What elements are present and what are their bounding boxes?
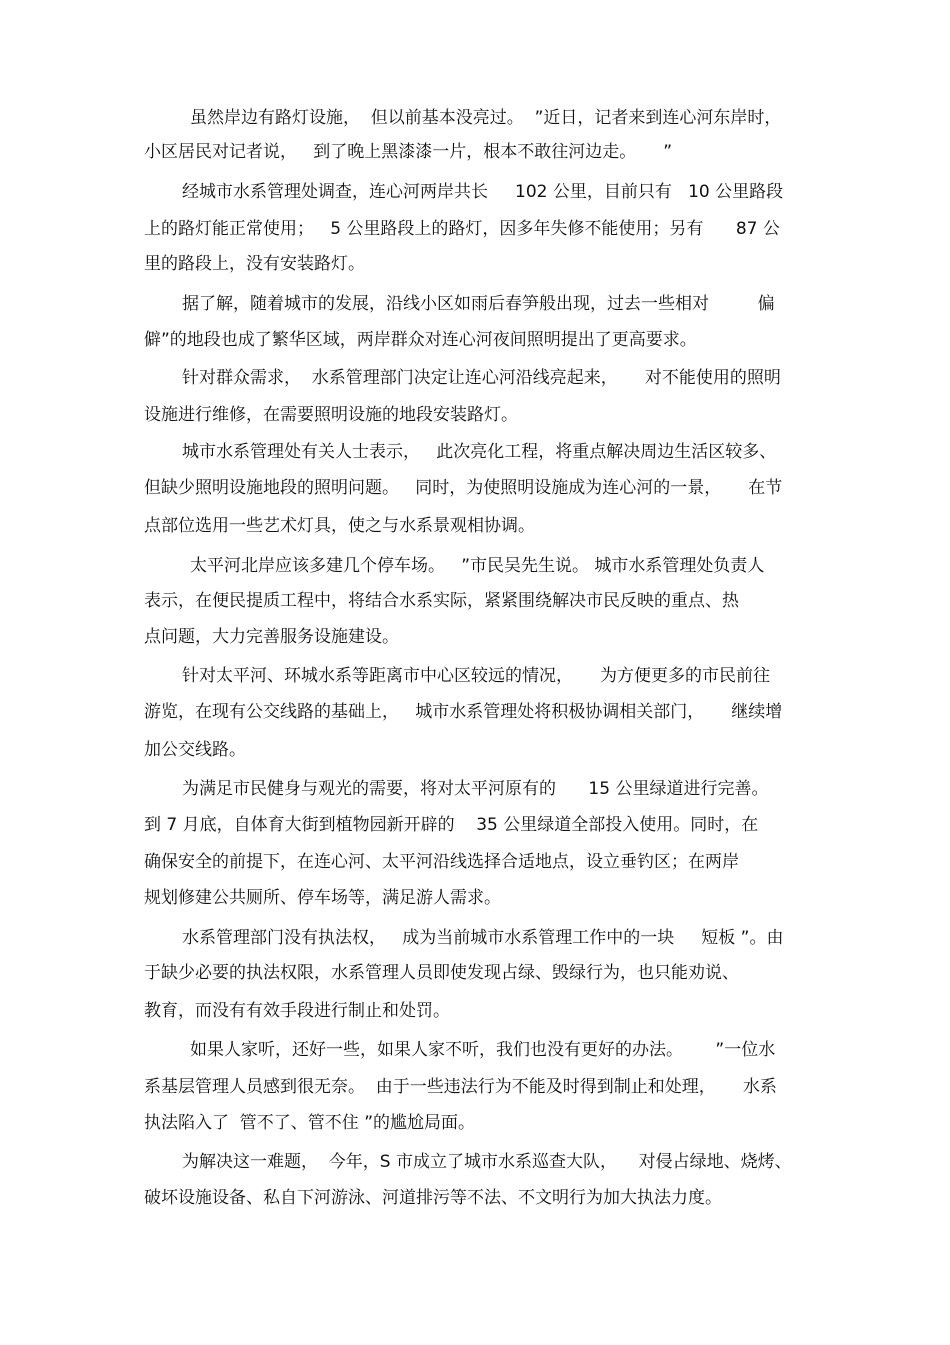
paragraph-line: 点部位选用一些艺术灯具，使之与水系景观相协调。	[144, 516, 535, 536]
paragraph-first-line: 为解决这一难题， 今年，S 市成立了城市水系巡查大队， 对侵占绿地、烧烤、	[182, 1152, 792, 1172]
paragraph-line: 加公交线路。	[144, 740, 246, 760]
paragraph-line: 里的路段上，没有安装路灯。	[144, 254, 365, 274]
paragraph-line: 规划修建公共厕所、停车场等，满足游人需求。	[144, 888, 501, 908]
paragraph-first-line: 为满足市民健身与观光的需要，将对太平河原有的 15 公里绿道进行完善。	[182, 779, 769, 799]
paragraph-line: 执法陷入了 管不了、管不住 ”的尴尬局面。	[144, 1113, 476, 1133]
paragraph-line: 点问题，大力完善服务设施建设。	[144, 627, 399, 647]
paragraph-line: 确保安全的前提下，在连心河、太平河沿线选择合适地点，设立垂钓区；在两岸	[144, 852, 739, 872]
paragraph-first-line: 针对群众需求， 水系管理部门决定让连心河沿线亮起来， 对不能使用的照明	[182, 368, 781, 388]
paragraph-first-line: 水系管理部门没有执法权， 成为当前城市水系管理工作中的一块 短板 ”。由	[182, 928, 784, 948]
paragraph-line: 系基层管理人员感到很无奈。 由于一些违法行为不能及时得到制止和处理， 水系	[144, 1077, 777, 1097]
paragraph-first-line: 虽然岸边有路灯设施， 但以前基本没亮过。 ”近日，记者来到连心河东岸时，	[190, 108, 782, 128]
paragraph-line: 上的路灯能正常使用； 5 公里路段上的路灯，因多年失修不能使用；另有 87 公	[144, 219, 780, 239]
paragraph-line: 到 7 月底，自体育大街到植物园新开辟的 35 公里绿道全部投入使用。同时，在	[144, 815, 759, 835]
paragraph-line: 破坏设施设备、私自下河游泳、河道排污等不法、不文明行为加大执法力度。	[144, 1188, 722, 1208]
paragraph-line: 但缺少照明设施地段的照明问题。 同时，为使照明设施成为连心河的一景， 在节	[144, 478, 783, 498]
paragraph-line: 于缺少必要的执法权限，水系管理人员即使发现占绿、毁绿行为，也只能劝说、	[144, 963, 739, 983]
paragraph-line: 僻”的地段也成了繁华区域，两岸群众对连心河夜间照明提出了更高要求。	[144, 330, 697, 350]
paragraph-line: 教育，而没有有效手段进行制止和处罚。	[144, 1001, 450, 1021]
paragraph-first-line: 太平河北岸应该多建几个停车场。 ”市民吴先生说。 城市水系管理处负责人	[190, 556, 765, 576]
paragraph-line: 表示，在便民提质工程中，将结合水系实际，紧紧围绕解决市民反映的重点、热	[144, 591, 739, 611]
paragraph-first-line: 城市水系管理处有关人士表示， 此次亮化工程，将重点解决周边生活区较多、	[182, 442, 777, 462]
paragraph-first-line: 据了解，随着城市的发展，沿线小区如雨后春笋般出现，过去一些相对 偏	[182, 294, 775, 314]
paragraph-first-line: 针对太平河、环城水系等距离市中心区较远的情况， 为方便更多的市民前往	[182, 666, 771, 686]
paragraph-first-line: 如果人家听，还好一些，如果人家不听，我们也没有更好的办法。 ”一位水	[190, 1040, 776, 1060]
paragraph-line: 设施进行维修，在需要照明设施的地段安装路灯。	[144, 405, 518, 425]
paragraph-first-line: 经城市水系管理处调查，连心河两岸共长 102 公里，目前只有 10 公里路段	[182, 182, 784, 202]
paragraph-line: 游览，在现有公交线路的基础上， 城市水系管理处将积极协调相关部门， 继续增	[144, 702, 783, 722]
paragraph-line: 小区居民对记者说， 到了晚上黑漆漆一片，根本不敢往河边走。 ”	[144, 142, 673, 162]
